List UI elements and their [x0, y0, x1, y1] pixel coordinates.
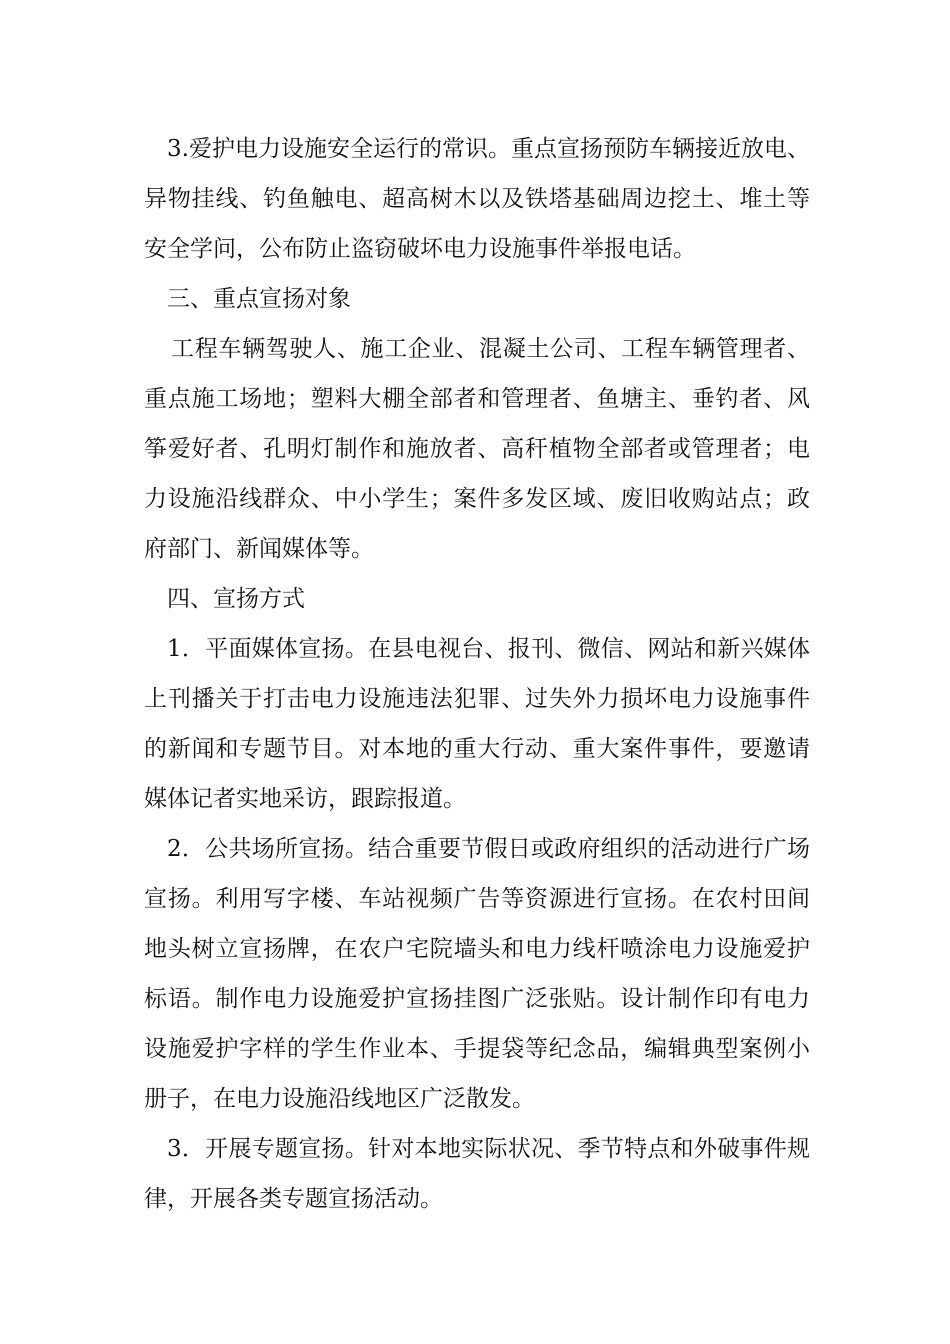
- paragraph-target-audience: 工程车辆驾驶人、施工企业、混凝土公司、工程车辆管理者、重点施工场地；塑料大棚全部者和管理者、鱼塘主、垂钓者、风筝爱好者、孔明灯制作和施放者、高秆植物全部者或管理者；电力设施沿线群众、中小学生；案件多发区域、废旧收购站点；政府部门、新闻媒体等。: [144, 336, 810, 562]
- document-body: [144, 124, 810, 1224]
- section-heading-target-audience: 三、重点宣扬对象: [167, 286, 351, 312]
- paragraph-safety-knowledge: 3.爱护电力设施安全运行的常识。重点宣扬预防车辆接近放电、异物挂线、钓鱼触电、超高树木以及铁塔基础周边挖土、堆土等安全学问，公布防止盗窃破坏电力设施事件举报电话。: [144, 136, 810, 262]
- paragraph-special-campaigns: 3．开展专题宣扬。针对本地实际状况、季节特点和外破事件规律，开展各类专题宣扬活动。: [144, 1136, 810, 1212]
- section-heading-methods: 四、宣扬方式: [167, 586, 305, 612]
- paragraph-public-places: 2．公共场所宣扬。结合重要节假日或政府组织的活动进行广场宣扬。利用写字楼、车站视频广告等资源进行宣扬。在农村田间地头树立宣扬牌，在农户宅院墙头和电力线杆喷涂电力设施爱护标语。制作电力设施爱护宣扬挂图广泛张贴。设计制作印有电力设施爱护字样的学生作业本、手提袋等纪念品，编辑典型案例小册子，在电力设施沿线地区广泛散发。: [144, 836, 810, 1112]
- paragraph-print-media: 1．平面媒体宣扬。在县电视台、报刊、微信、网站和新兴媒体上刊播关于打击电力设施违法犯罪、过失外力损坏电力设施事件的新闻和专题节目。对本地的重大行动、重大案件事件，要邀请媒体记者实地采访，跟踪报道。: [144, 636, 810, 812]
